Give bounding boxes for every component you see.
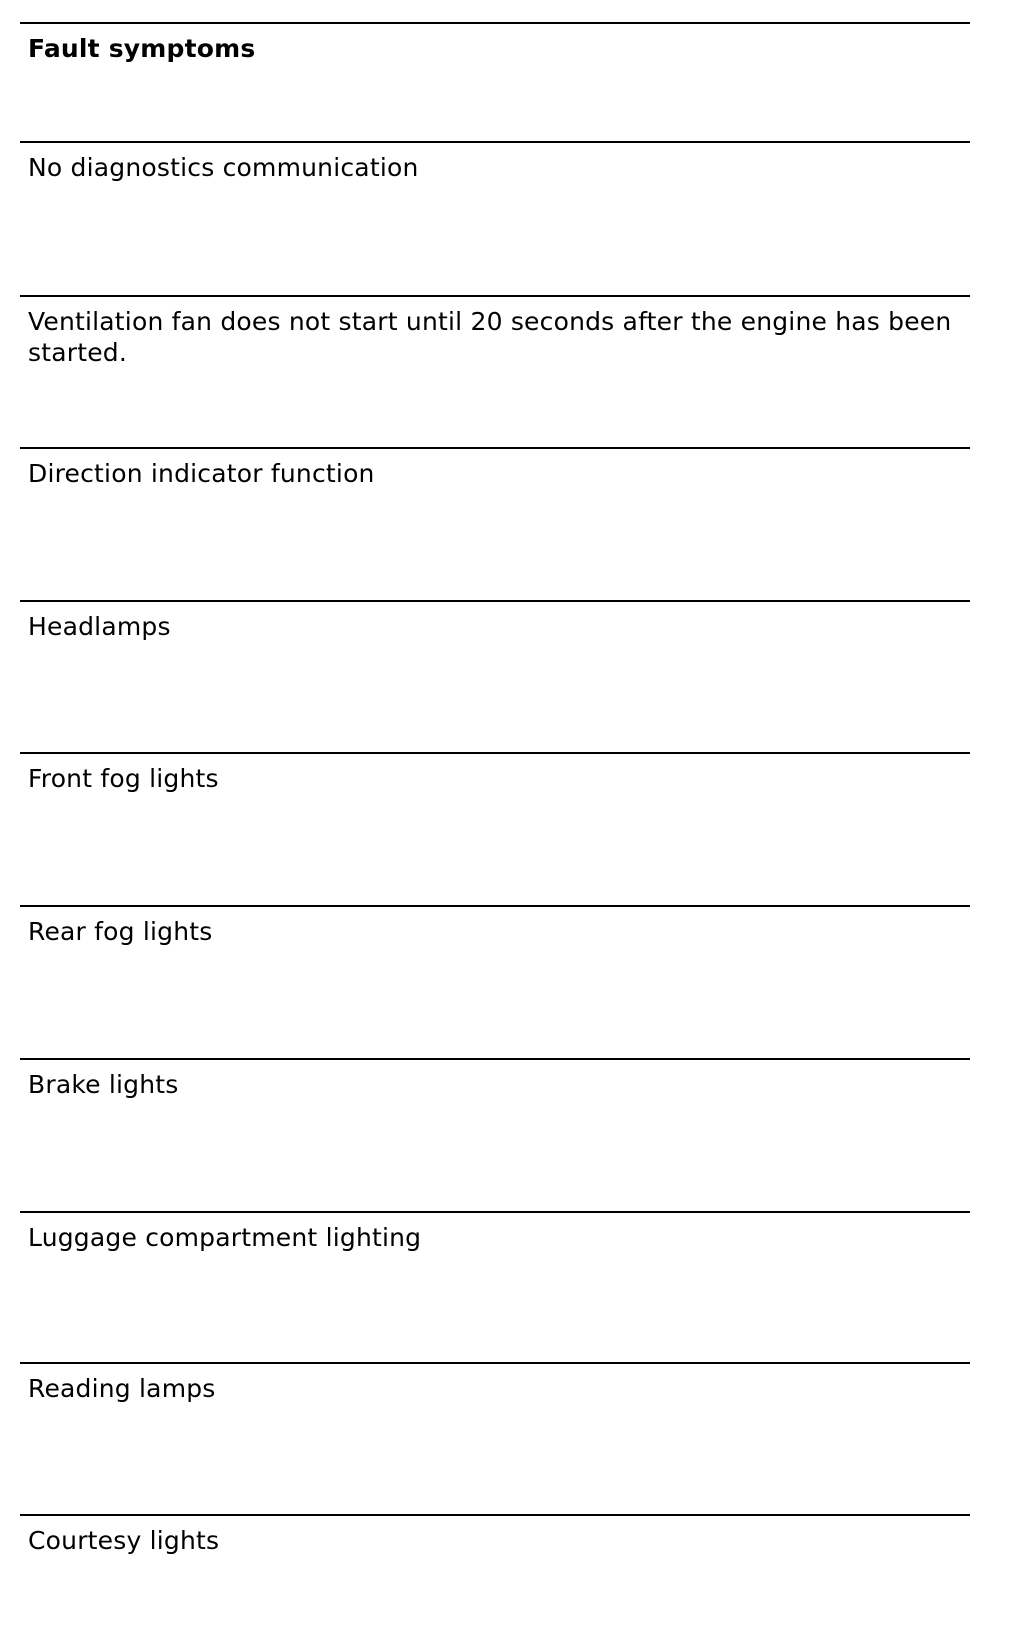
table-row (20, 295, 970, 447)
column-header: Fault symptoms (28, 34, 256, 63)
table-row (20, 141, 970, 295)
table-row (20, 752, 970, 906)
symptom-text: Direction indicator function (28, 459, 375, 488)
table-row (20, 905, 970, 1058)
table-header-row (20, 22, 970, 142)
table-row (20, 447, 970, 601)
table-row (20, 1362, 970, 1514)
table-row (20, 1058, 970, 1211)
symptom-text: Brake lights (28, 1070, 179, 1099)
table-row (20, 1514, 970, 1632)
symptom-text: Ventilation fan does not start until 20 seconds after the engine has been started. (28, 307, 952, 367)
symptom-text: Rear fog lights (28, 917, 213, 946)
symptom-text: Courtesy lights (28, 1526, 220, 1555)
symptom-text: Luggage compartment lighting (28, 1223, 422, 1252)
symptom-text: Front fog lights (28, 764, 219, 793)
table-row (20, 1211, 970, 1362)
symptom-text: No diagnostics communication (28, 153, 419, 182)
symptom-text: Headlamps (28, 612, 171, 641)
table-row (20, 600, 970, 753)
symptom-text: Reading lamps (28, 1374, 216, 1403)
